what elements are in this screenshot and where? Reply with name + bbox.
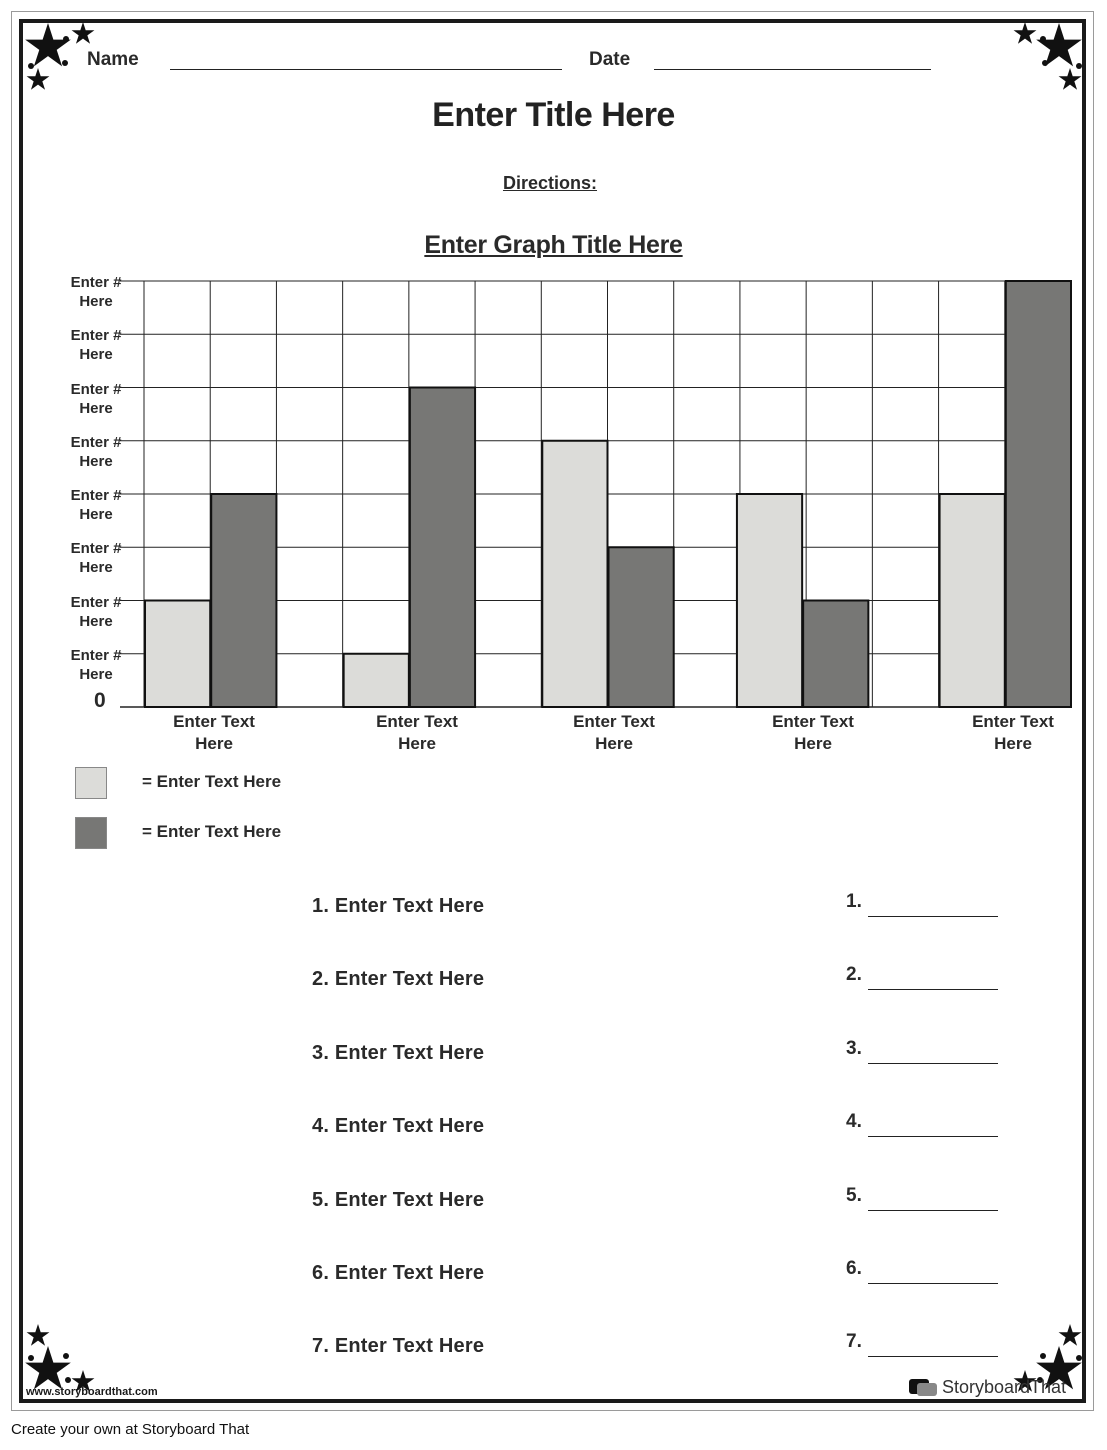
answer-number: 5. (846, 1184, 862, 1206)
storyboardthat-logo-icon (908, 1376, 938, 1398)
answer-line[interactable] (868, 916, 998, 917)
bar-series2-cat5 (1006, 281, 1071, 707)
legend-swatch-1 (75, 767, 107, 799)
bar-series2-cat2 (410, 388, 475, 708)
question-text[interactable]: 6. Enter Text Here (312, 1262, 485, 1284)
answer-number: 1. (846, 891, 862, 912)
bar-series1-cat5 (940, 494, 1005, 707)
bar-series2-cat1 (211, 494, 276, 707)
answer-line[interactable] (868, 1210, 998, 1211)
footer-url: www.storyboardthat.com (26, 1386, 158, 1398)
bar-series1-cat4 (737, 494, 802, 707)
page-caption: Create your own at Storyboard That (11, 1421, 250, 1438)
storyboardthat-brand (908, 1375, 1066, 1399)
answer-number: 7. (846, 1331, 862, 1353)
question-text[interactable]: 7. Enter Text Here (312, 1335, 485, 1358)
answer-line[interactable] (868, 1356, 998, 1357)
question-text[interactable]: 4. Enter Text Here (312, 1115, 485, 1138)
y-tick-label[interactable]: Enter # Here (70, 646, 122, 683)
page-title[interactable]: Enter Title Here (432, 96, 675, 134)
legend-label-2: = Enter Text Here (142, 822, 282, 841)
y-tick-label[interactable]: Enter # Here (70, 327, 122, 364)
y-tick-label[interactable]: Enter # Here (70, 433, 122, 470)
question-text[interactable]: 2. Enter Text Here (312, 968, 485, 991)
date-label: Date (589, 49, 631, 70)
name-label: Name (87, 49, 139, 70)
brand-text: StoryboardThat (942, 1376, 1067, 1397)
answer-line[interactable] (868, 1136, 998, 1137)
bar-series2-cat4 (803, 601, 868, 708)
x-category-label[interactable]: Enter Text Here (573, 712, 655, 753)
x-category-label[interactable]: Enter Text Here (376, 712, 458, 753)
answer-number: 4. (846, 1111, 862, 1133)
y-tick-label[interactable]: Enter # Here (70, 593, 122, 630)
answer-line[interactable] (868, 1063, 998, 1064)
y-tick-label[interactable]: Enter # Here (70, 487, 122, 523)
y-tick-label[interactable]: Enter # Here (70, 540, 122, 577)
x-category-label[interactable]: Enter Text Here (972, 712, 1054, 753)
answer-line[interactable] (868, 989, 998, 990)
y-tick-label[interactable]: Enter # Here (70, 380, 122, 417)
directions-label: Directions: (502, 173, 598, 193)
question-text[interactable]: 1. Enter Text Here (312, 895, 485, 917)
question-text[interactable]: 3. Enter Text Here (312, 1041, 485, 1064)
answer-line[interactable] (868, 1283, 998, 1284)
x-category-label[interactable]: Enter Text Here (173, 712, 255, 753)
legend-label-1: = Enter Text Here (142, 772, 282, 791)
y-zero-label: 0 (94, 689, 106, 712)
bar-series1-cat1 (145, 601, 210, 708)
y-tick-label[interactable]: Enter # Here (70, 274, 122, 310)
answer-number: 6. (846, 1258, 862, 1279)
bar-series1-cat2 (344, 654, 409, 707)
answer-number: 2. (846, 964, 862, 986)
answer-number: 3. (846, 1037, 862, 1059)
graph-title[interactable]: Enter Graph Title Here (424, 231, 683, 259)
legend-swatch-2 (75, 817, 107, 849)
bar-series2-cat3 (609, 547, 674, 707)
x-category-label[interactable]: Enter Text Here (772, 712, 854, 753)
question-text[interactable]: 5. Enter Text Here (312, 1188, 485, 1211)
bar-series1-cat3 (542, 441, 607, 707)
